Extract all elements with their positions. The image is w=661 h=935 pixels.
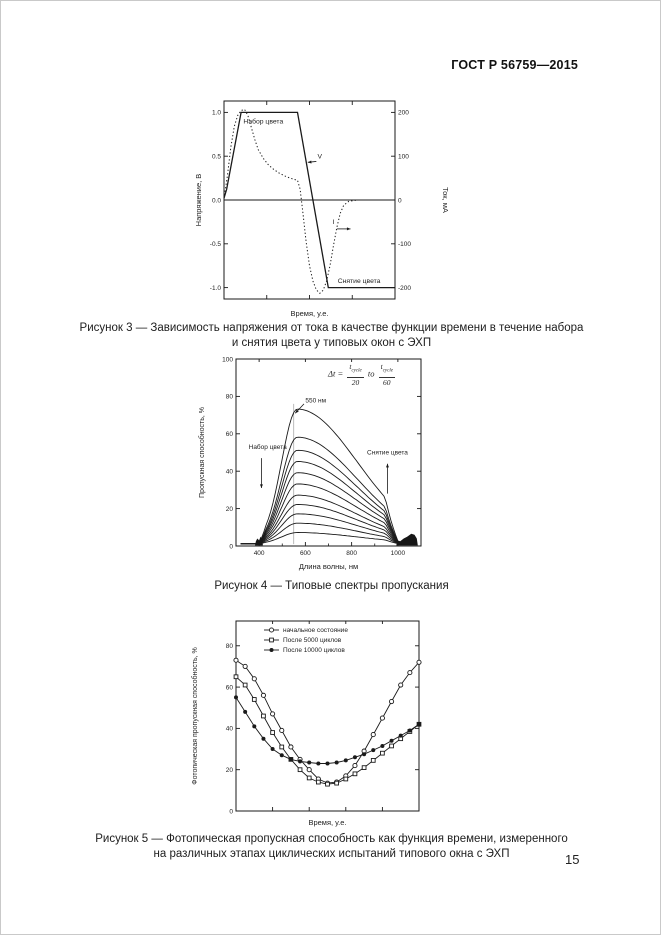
figure-3-caption-line1: Рисунок 3 — Зависимость напряжения от тока в качестве функции времени в течение набора <box>79 322 584 334</box>
document-header: ГОСТ Р 56759—2015 <box>451 58 578 72</box>
figure-3-chart <box>149 86 463 336</box>
y-tick-label: 20 <box>225 766 233 774</box>
figure-5-caption <box>1 832 661 862</box>
x-tick-label: 1000 <box>390 550 406 557</box>
figure-5-caption-line1: Рисунок 5 — Фотопическая пропускная способность как функция времени, измеренного <box>95 833 568 845</box>
y-axis-label: Пропускная способность, % <box>199 407 206 498</box>
y-left-tick-label: 0.0 <box>211 197 221 205</box>
figure-4-caption: Рисунок 4 — Типовые спектры пропускания <box>214 580 449 592</box>
formula-sub2: cycle <box>382 368 393 374</box>
y-tick-label: 60 <box>225 431 233 439</box>
y-left-tick-label: 1.0 <box>211 109 221 117</box>
y-axis-label-right: Ток, мА <box>441 187 450 213</box>
y-tick-label: 20 <box>225 505 233 513</box>
legend-label: начальное состояние <box>283 627 348 635</box>
figure-3-caption-line2: и снятия цвета у типовых окон с ЭХП <box>231 337 432 349</box>
series <box>224 109 395 293</box>
y-right-tick-label: -200 <box>398 284 412 292</box>
formula-fraction-2 <box>379 363 395 387</box>
y-right-tick-label: 0 <box>398 197 402 205</box>
annotation-550 нм: 550 нм <box>305 397 327 405</box>
annotation-Набор цвета: Набор цвета <box>248 444 287 452</box>
formula-t1: t <box>349 362 352 371</box>
delta-t-formula <box>328 363 397 387</box>
y-axis-label-left: Напряжение, В <box>194 173 203 227</box>
formula-sub1: cycle <box>351 368 362 374</box>
series <box>241 404 418 546</box>
annotation-Снятие цвета: Снятие цвета <box>367 449 408 457</box>
y-left-tick-label: -1.0 <box>209 284 221 292</box>
y-right-tick-label: -100 <box>398 241 412 249</box>
y-tick-label: 80 <box>225 643 233 651</box>
formula-t2: t <box>380 362 383 371</box>
y-tick-label: 80 <box>225 393 233 401</box>
x-tick-label: 800 <box>346 550 358 557</box>
axes <box>210 101 412 299</box>
annotation-Набор цвета: Набор цвета <box>243 118 284 126</box>
figure-3-plot <box>149 86 463 336</box>
formula-lhs: Δt = <box>328 368 344 379</box>
x-tick-label: 400 <box>253 550 265 557</box>
figure-5-plot <box>176 614 478 832</box>
formula-fraction-1 <box>347 363 363 387</box>
legend <box>264 627 348 654</box>
y-tick-label: 40 <box>225 468 233 476</box>
y-tick-label: 60 <box>225 684 233 692</box>
annotation-I: I <box>332 219 335 227</box>
legend-label: После 10000 циклов <box>283 647 345 655</box>
y-tick-label: 0 <box>229 808 233 816</box>
figure-3-caption <box>1 321 661 351</box>
x-axis-label: Длина волны, нм <box>298 562 359 571</box>
y-tick-label: 0 <box>229 543 233 551</box>
annotations <box>249 397 409 493</box>
x-axis-label: Время, у.е. <box>308 818 347 827</box>
y-right-tick-label: 100 <box>398 153 409 161</box>
y-axis-label: Фотопическая пропускная способность, % <box>192 647 199 785</box>
formula-mid: to <box>367 368 375 379</box>
formula-den1: 20 <box>351 377 360 387</box>
x-tick-label: 600 <box>299 550 311 557</box>
formula-den2: 60 <box>383 377 391 387</box>
figure-5-chart <box>176 614 478 832</box>
y-right-tick-label: 200 <box>398 109 409 117</box>
y-tick-label: 100 <box>222 356 233 364</box>
y-tick-label: 40 <box>225 725 233 733</box>
y-left-tick-label: 0.5 <box>211 153 221 161</box>
series <box>234 658 421 786</box>
figure-4-chart <box>186 351 478 577</box>
figure-5-caption-line2: на различных этапах циклических испытаний типового окна с ЭХП <box>153 848 510 860</box>
legend-label: После 5000 циклов <box>283 637 342 645</box>
annotation-V: V <box>317 153 323 161</box>
annotations <box>243 117 380 284</box>
page-number: 15 <box>565 852 580 867</box>
annotation-Снятие цвета: Снятие цвета <box>337 277 381 285</box>
x-axis-label: Время, у.е. <box>290 309 329 318</box>
y-left-tick-label: -0.5 <box>209 241 221 249</box>
